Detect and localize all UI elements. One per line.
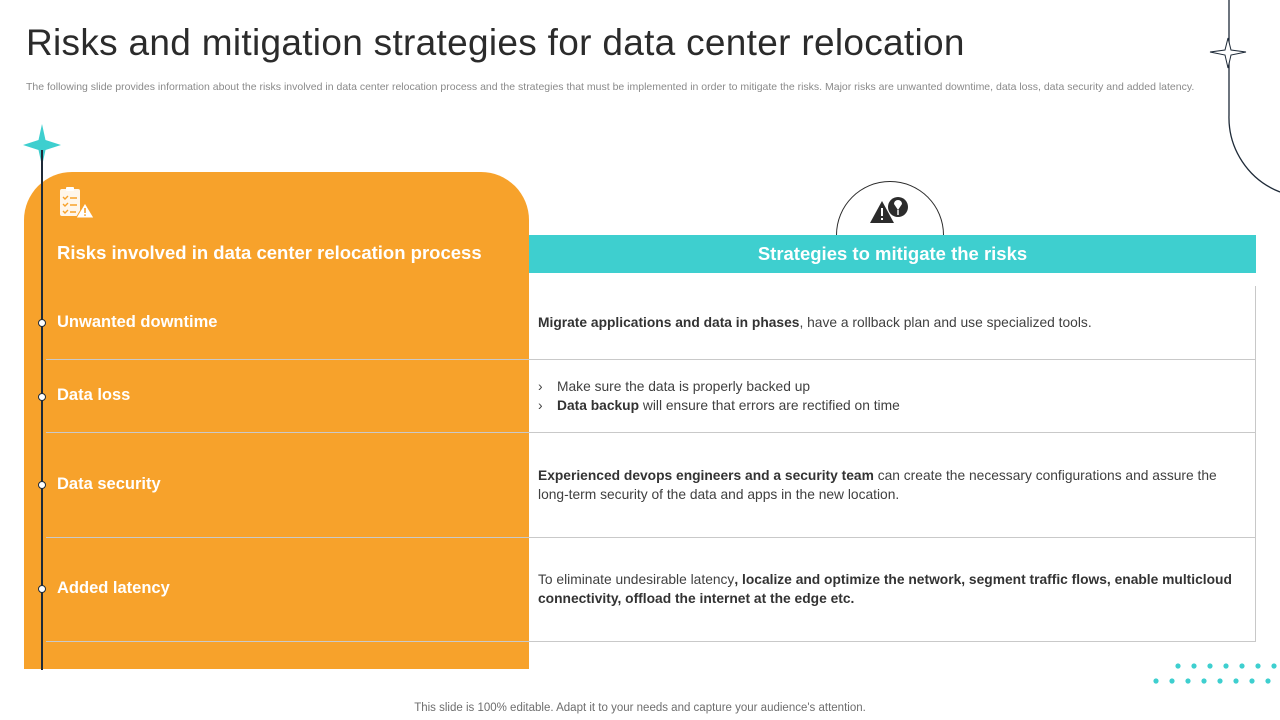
strategy-emphasis: Migrate applications and data in phases [538,315,800,330]
strategy-line [538,313,1243,332]
strategy-run: Make sure the data is properly backed up [557,379,811,394]
risk-label: Unwanted downtime [57,313,218,331]
risks-header: Risks involved in data center relocation process [57,242,482,263]
bullet-chevron-icon: › [538,398,543,413]
row-divider [46,359,1256,360]
timeline-dot [38,319,46,327]
strategy-text [538,570,1243,608]
strategy-text [538,466,1243,504]
row-divider [46,537,1256,538]
checklist-warning-icon [58,186,96,220]
strategy-bullet [538,396,1243,415]
page-title: Risks and mitigation strategies for data center relocation [26,22,965,63]
page-subtitle: The following slide provides information about the risks involved in data center relocation process and the strategies that must be implemented in order to mitigate the risks. Major risks are unwanted downtime, data loss, data security and added latency. [26,81,1195,93]
strategy-run: can create the necessary configurations and assure the long-term security of the data and apps in the new location. [538,468,1217,502]
strategy-emphasis: , localize and optimize the network, segment traffic flows, enable multicloud connectivity, offload the internet at the edge etc. [538,572,1232,606]
row-divider [46,432,1256,433]
strategies-header: Strategies to mitigate the risks [529,235,1256,273]
risk-label: Data security [57,475,161,493]
bullet-chevron-icon: › [538,379,543,394]
timeline-dot [38,393,46,401]
strategy-run: will ensure that errors are rectified on time [639,398,900,413]
table-border [1255,286,1256,642]
corner-arc [1229,0,1280,192]
strategy-run: , have a rollback plan and use specialized tools. [799,315,1092,330]
timeline-dot [38,481,46,489]
strategy-text [538,313,1243,332]
row-divider [46,641,1256,642]
strategy-emphasis: Data backup [557,398,640,413]
timeline-dot [38,585,46,593]
dot-pattern [1153,663,1276,683]
risk-label: Data loss [57,386,131,404]
risk-label: Added latency [57,579,170,597]
strategy-line [538,570,1243,608]
footer-note: This slide is 100% editable. Adapt it to your needs and capture your audience's attention. [414,702,866,714]
strategy-bullet [538,377,1243,396]
sparkle-outline-icon [1210,38,1246,68]
warning-shield-icon [870,193,910,229]
strategy-line [538,466,1243,504]
strategy-emphasis: Experienced devops engineers and a security team [538,468,874,483]
strategy-run: To eliminate undesirable latency [538,572,735,587]
strategy-text [538,377,1243,415]
